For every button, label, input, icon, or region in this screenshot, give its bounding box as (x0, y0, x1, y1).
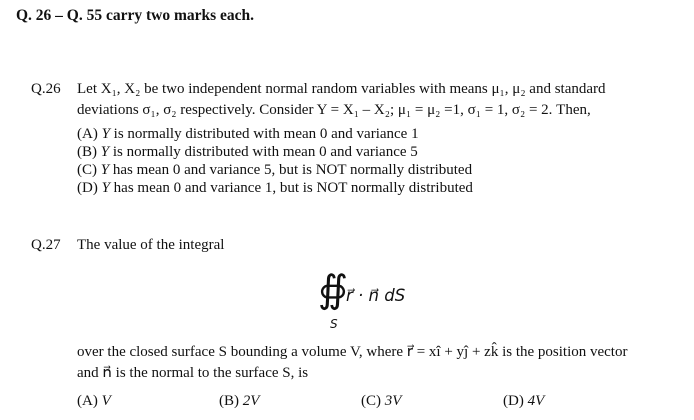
option-label: (C) (77, 162, 97, 178)
question-27-line-1: over the closed surface S bounding a volume V, where r⃗ = xî + yĵ + zk̂ is the position vector (77, 344, 628, 360)
option-label: (D) (77, 180, 98, 196)
option-text: has mean 0 and variance 1, but is NOT normally distributed (113, 180, 473, 196)
question-number-26: Q.26 (31, 81, 61, 97)
option-26-c (77, 162, 472, 180)
choice-value: 2V (242, 393, 260, 409)
integral-subscript: S (330, 317, 338, 331)
choice-27-d (503, 393, 544, 410)
choice-label: (B) (219, 393, 239, 409)
question-26-line-1: Let X₁, X₂ be two independent normal random variables with means μ₁, μ₂ and standard (77, 81, 606, 97)
question-number-27: Q.27 (31, 237, 61, 253)
question-26-line-2: deviations σ₁, σ₂ respectively. Consider Y = X₁ – X₂; μ₁ = μ₂ =1, σ₁ = 1, σ₂ = 2. Then, (77, 102, 591, 118)
option-26-d (77, 180, 473, 198)
question-26-text (77, 79, 669, 121)
choice-label: (D) (503, 393, 524, 409)
choice-27-b (219, 393, 259, 410)
closed-surface-integral-symbol: ∯ (318, 267, 348, 311)
option-variable: Y (101, 126, 110, 142)
choice-value: 3V (384, 393, 402, 409)
option-variable: Y (100, 162, 110, 178)
option-label: (A) (77, 126, 98, 142)
option-text: is normally distributed with mean 0 and variance 5 (112, 144, 418, 160)
option-label: (B) (77, 144, 97, 160)
choice-label: (C) (361, 393, 381, 409)
section-header: Q. 26 – Q. 55 carry two marks each. (16, 7, 255, 24)
choice-value: V (101, 393, 111, 409)
choice-27-c (361, 393, 401, 410)
choice-27-a (77, 393, 111, 410)
surface-integral (318, 267, 438, 336)
option-26-b (77, 144, 418, 162)
question-27-intro: The value of the integral (77, 237, 225, 253)
choice-value: 4V (527, 393, 545, 409)
integrand: r⃗ · n⃗ dS (346, 286, 406, 305)
option-text: is normally distributed with mean 0 and variance 1 (113, 126, 419, 142)
choice-label: (A) (77, 393, 98, 409)
question-27-line-2: and n⃗ is the normal to the surface S, is (77, 365, 309, 381)
option-26-a (77, 126, 419, 144)
option-variable: Y (101, 180, 110, 196)
option-variable: Y (100, 144, 110, 160)
option-text: has mean 0 and variance 5, but is NOT normally distributed (112, 162, 473, 178)
question-27-text (77, 342, 669, 384)
